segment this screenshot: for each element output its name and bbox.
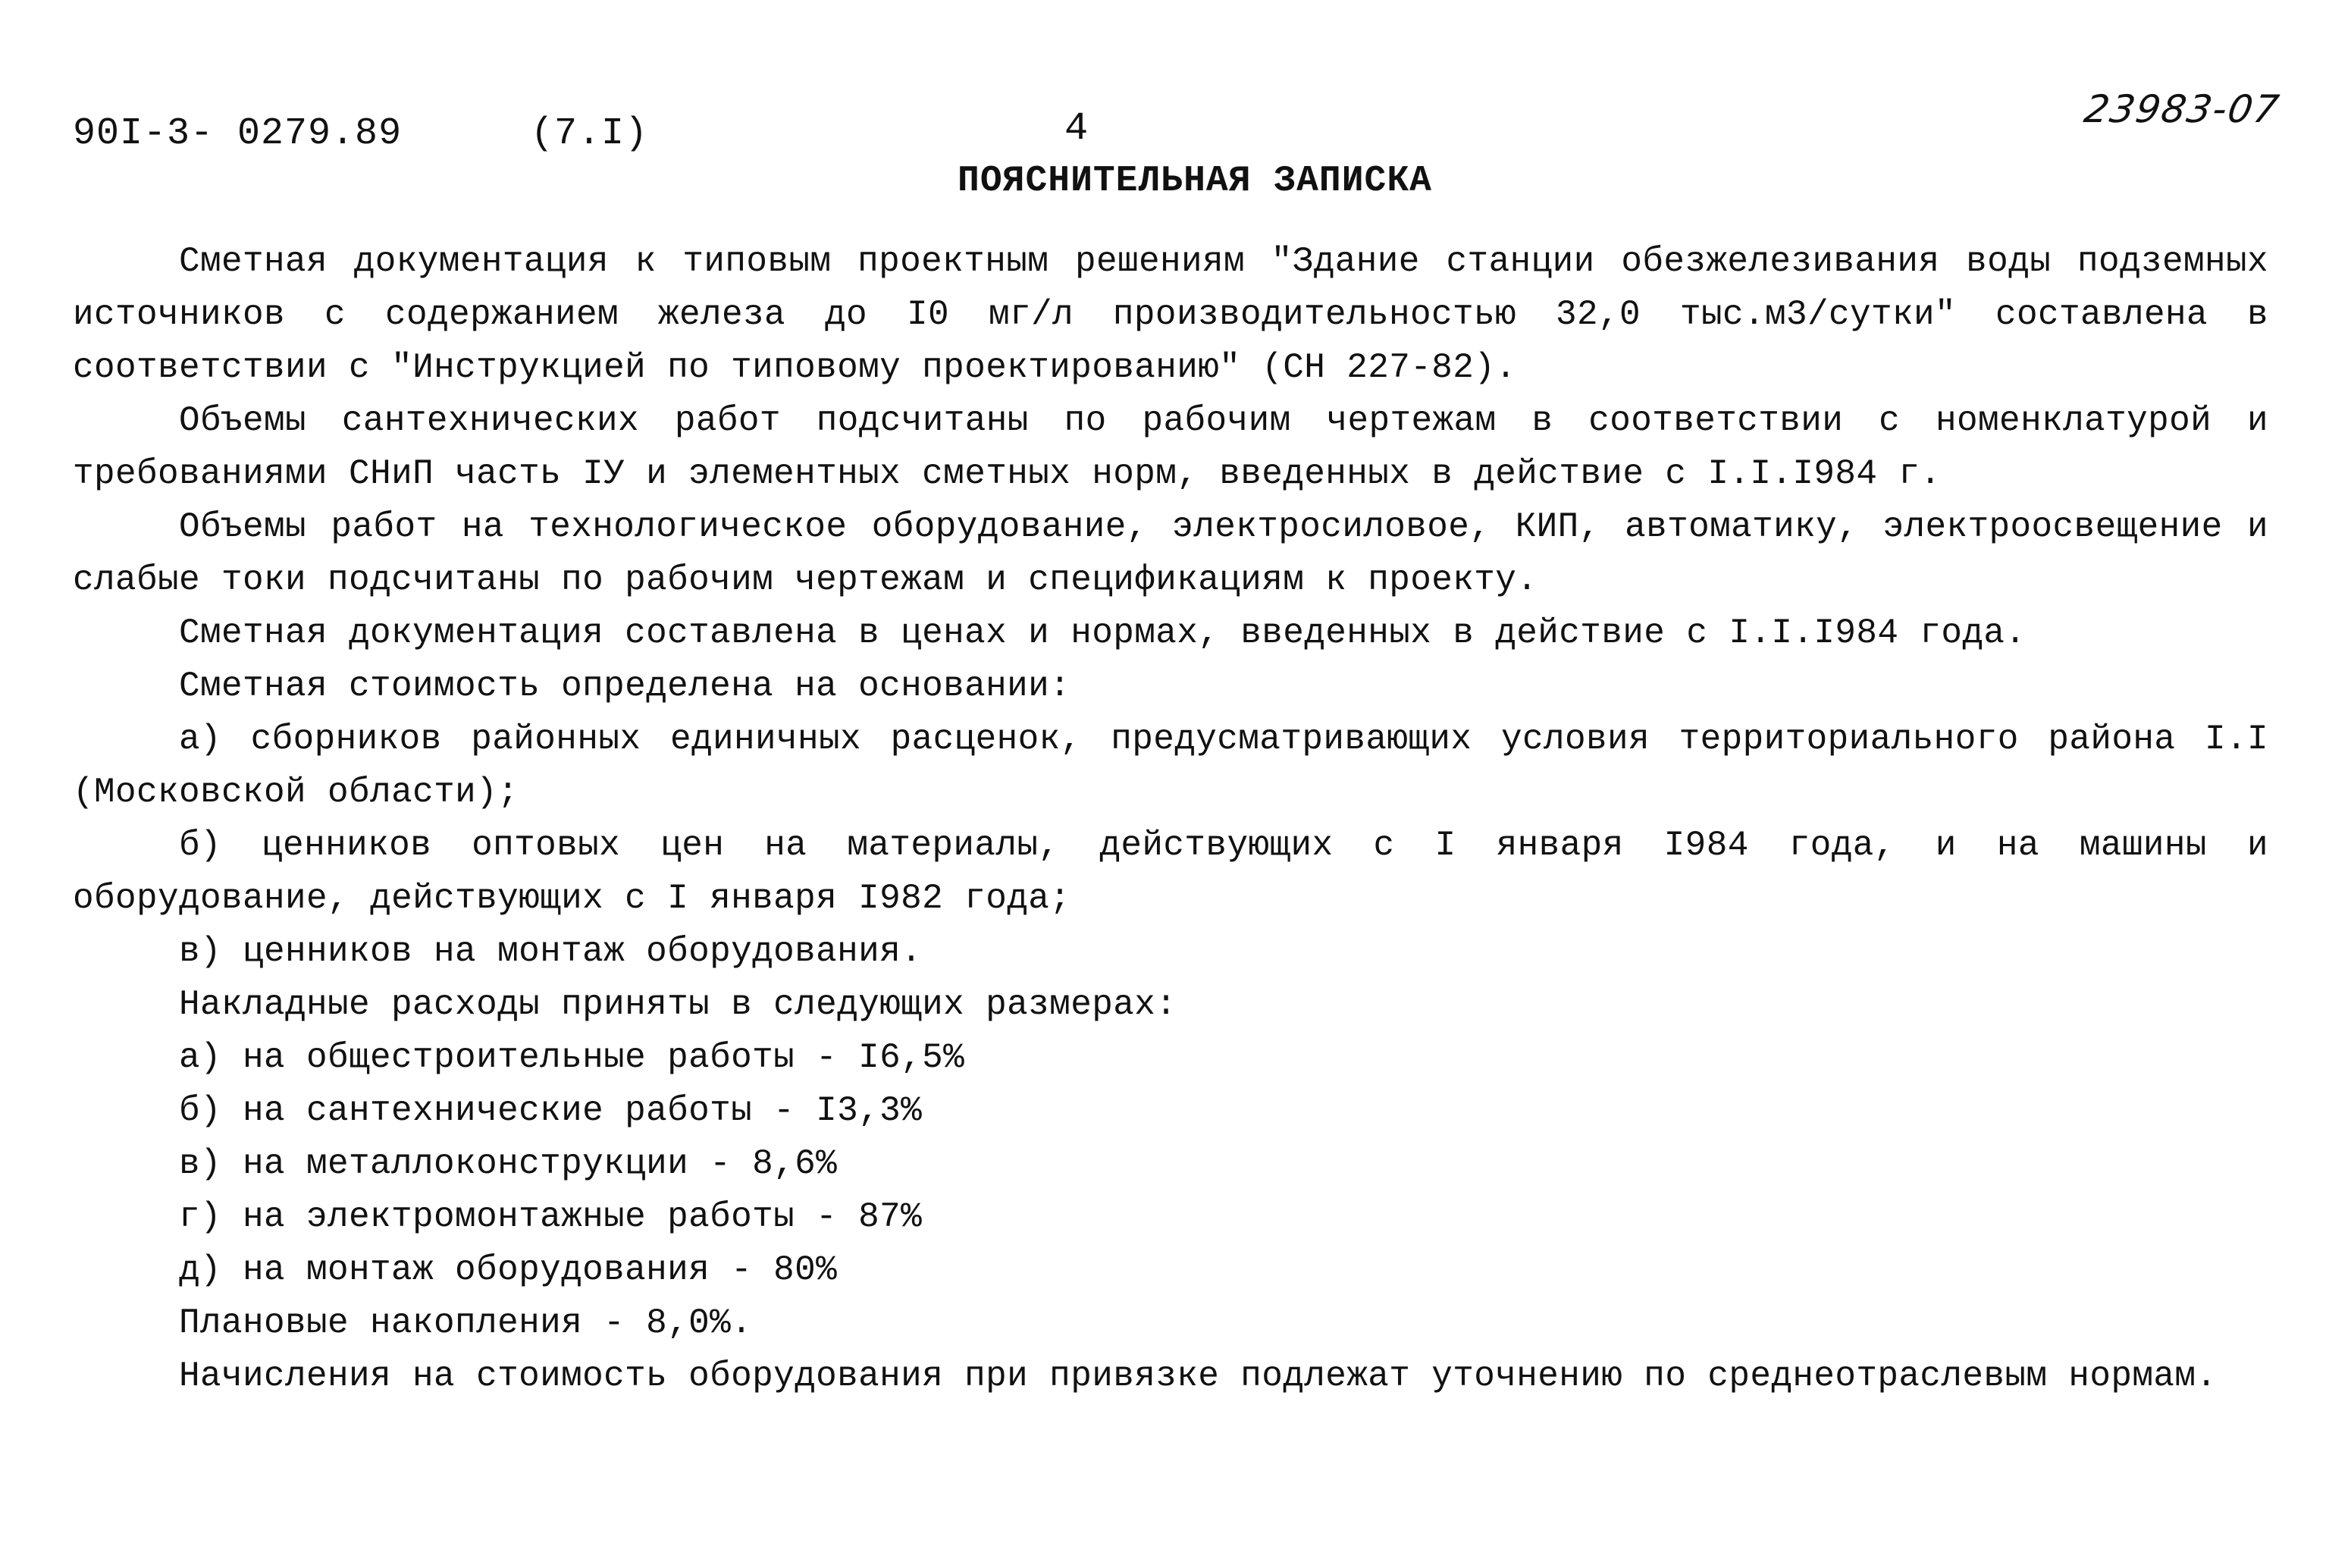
paragraph-overheads-intro: Накладные расходы приняты в следующих размерах: <box>179 985 1177 1024</box>
paragraph-cost-basis: Сметная стоимость определена на основании: <box>179 666 1071 706</box>
overhead-item: а) на общестроительные работы - I6,5% <box>179 1038 965 1077</box>
paragraph-prices: Сметная документация составлена в ценах и нормах, введенных в действие с I.I.I984 года. <box>179 613 2027 653</box>
paragraph-basis-c: в) ценников на монтаж оборудования. <box>179 932 923 971</box>
overhead-item: д) на монтаж оборудования - 80% <box>179 1250 838 1290</box>
paragraph-plumbing-volumes: Объемы сантехнических работ подсчитаны по рабочим чертежам в соответствии с номенклатурой и требованиями СНиП часть IУ и элементных сметных норм, введенных в действие с I.I.I984 г. <box>73 401 2268 494</box>
paragraph-equipment-volumes: Объемы работ на технологическое оборудование, электросиловое, КИП, автоматику, электроосвещение и слабые токи подсчитаны по рабочим чертежам и спецификациям к проекту. <box>73 507 2268 600</box>
inventory-stamp: 23983-07 <box>2080 87 2284 131</box>
explanatory-note-body <box>73 235 2268 1403</box>
overhead-item: в) на металлоконструкции - 8,6% <box>179 1144 838 1184</box>
paragraph-basis-b: б) ценников оптовых цен на материалы, действующих с I января I984 года, и на машины и оборудование, действующих с I января I982 года; <box>73 826 2268 918</box>
document-section: (7.I) <box>531 112 649 155</box>
overhead-item: б) на сантехнические работы - I3,3% <box>179 1091 923 1131</box>
page-number: 4 <box>1064 106 1089 151</box>
planned-accumulation: Плановые накопления - 8,0%. <box>179 1303 753 1343</box>
paragraph-basis-a: а) сборников районных единичных расценок, предусматривающих условия территориального района I.I (Московской области); <box>73 720 2268 812</box>
overhead-item: г) на электромонтажные работы - 87% <box>179 1197 923 1237</box>
page-title: ПОЯСНИТЕЛЬНАЯ ЗАПИСКА <box>958 161 1432 202</box>
document-code: 90I-3- 0279.89 <box>73 112 403 155</box>
equipment-charges-note: Начисления на стоимость оборудования при привязке подлежат уточнению по среднеотраслевым нормам. <box>179 1356 2218 1396</box>
paragraph-intro: Сметная документация к типовым проектным решениям "Здание станции обезжелезивания воды подземных источников с содержанием железа до I0 мг/л производительностью 32,0 тыс.м3/сутки" составлена в соответствии с "Инструкцией по типовому проектированию" (СН 227-82). <box>73 242 2268 387</box>
